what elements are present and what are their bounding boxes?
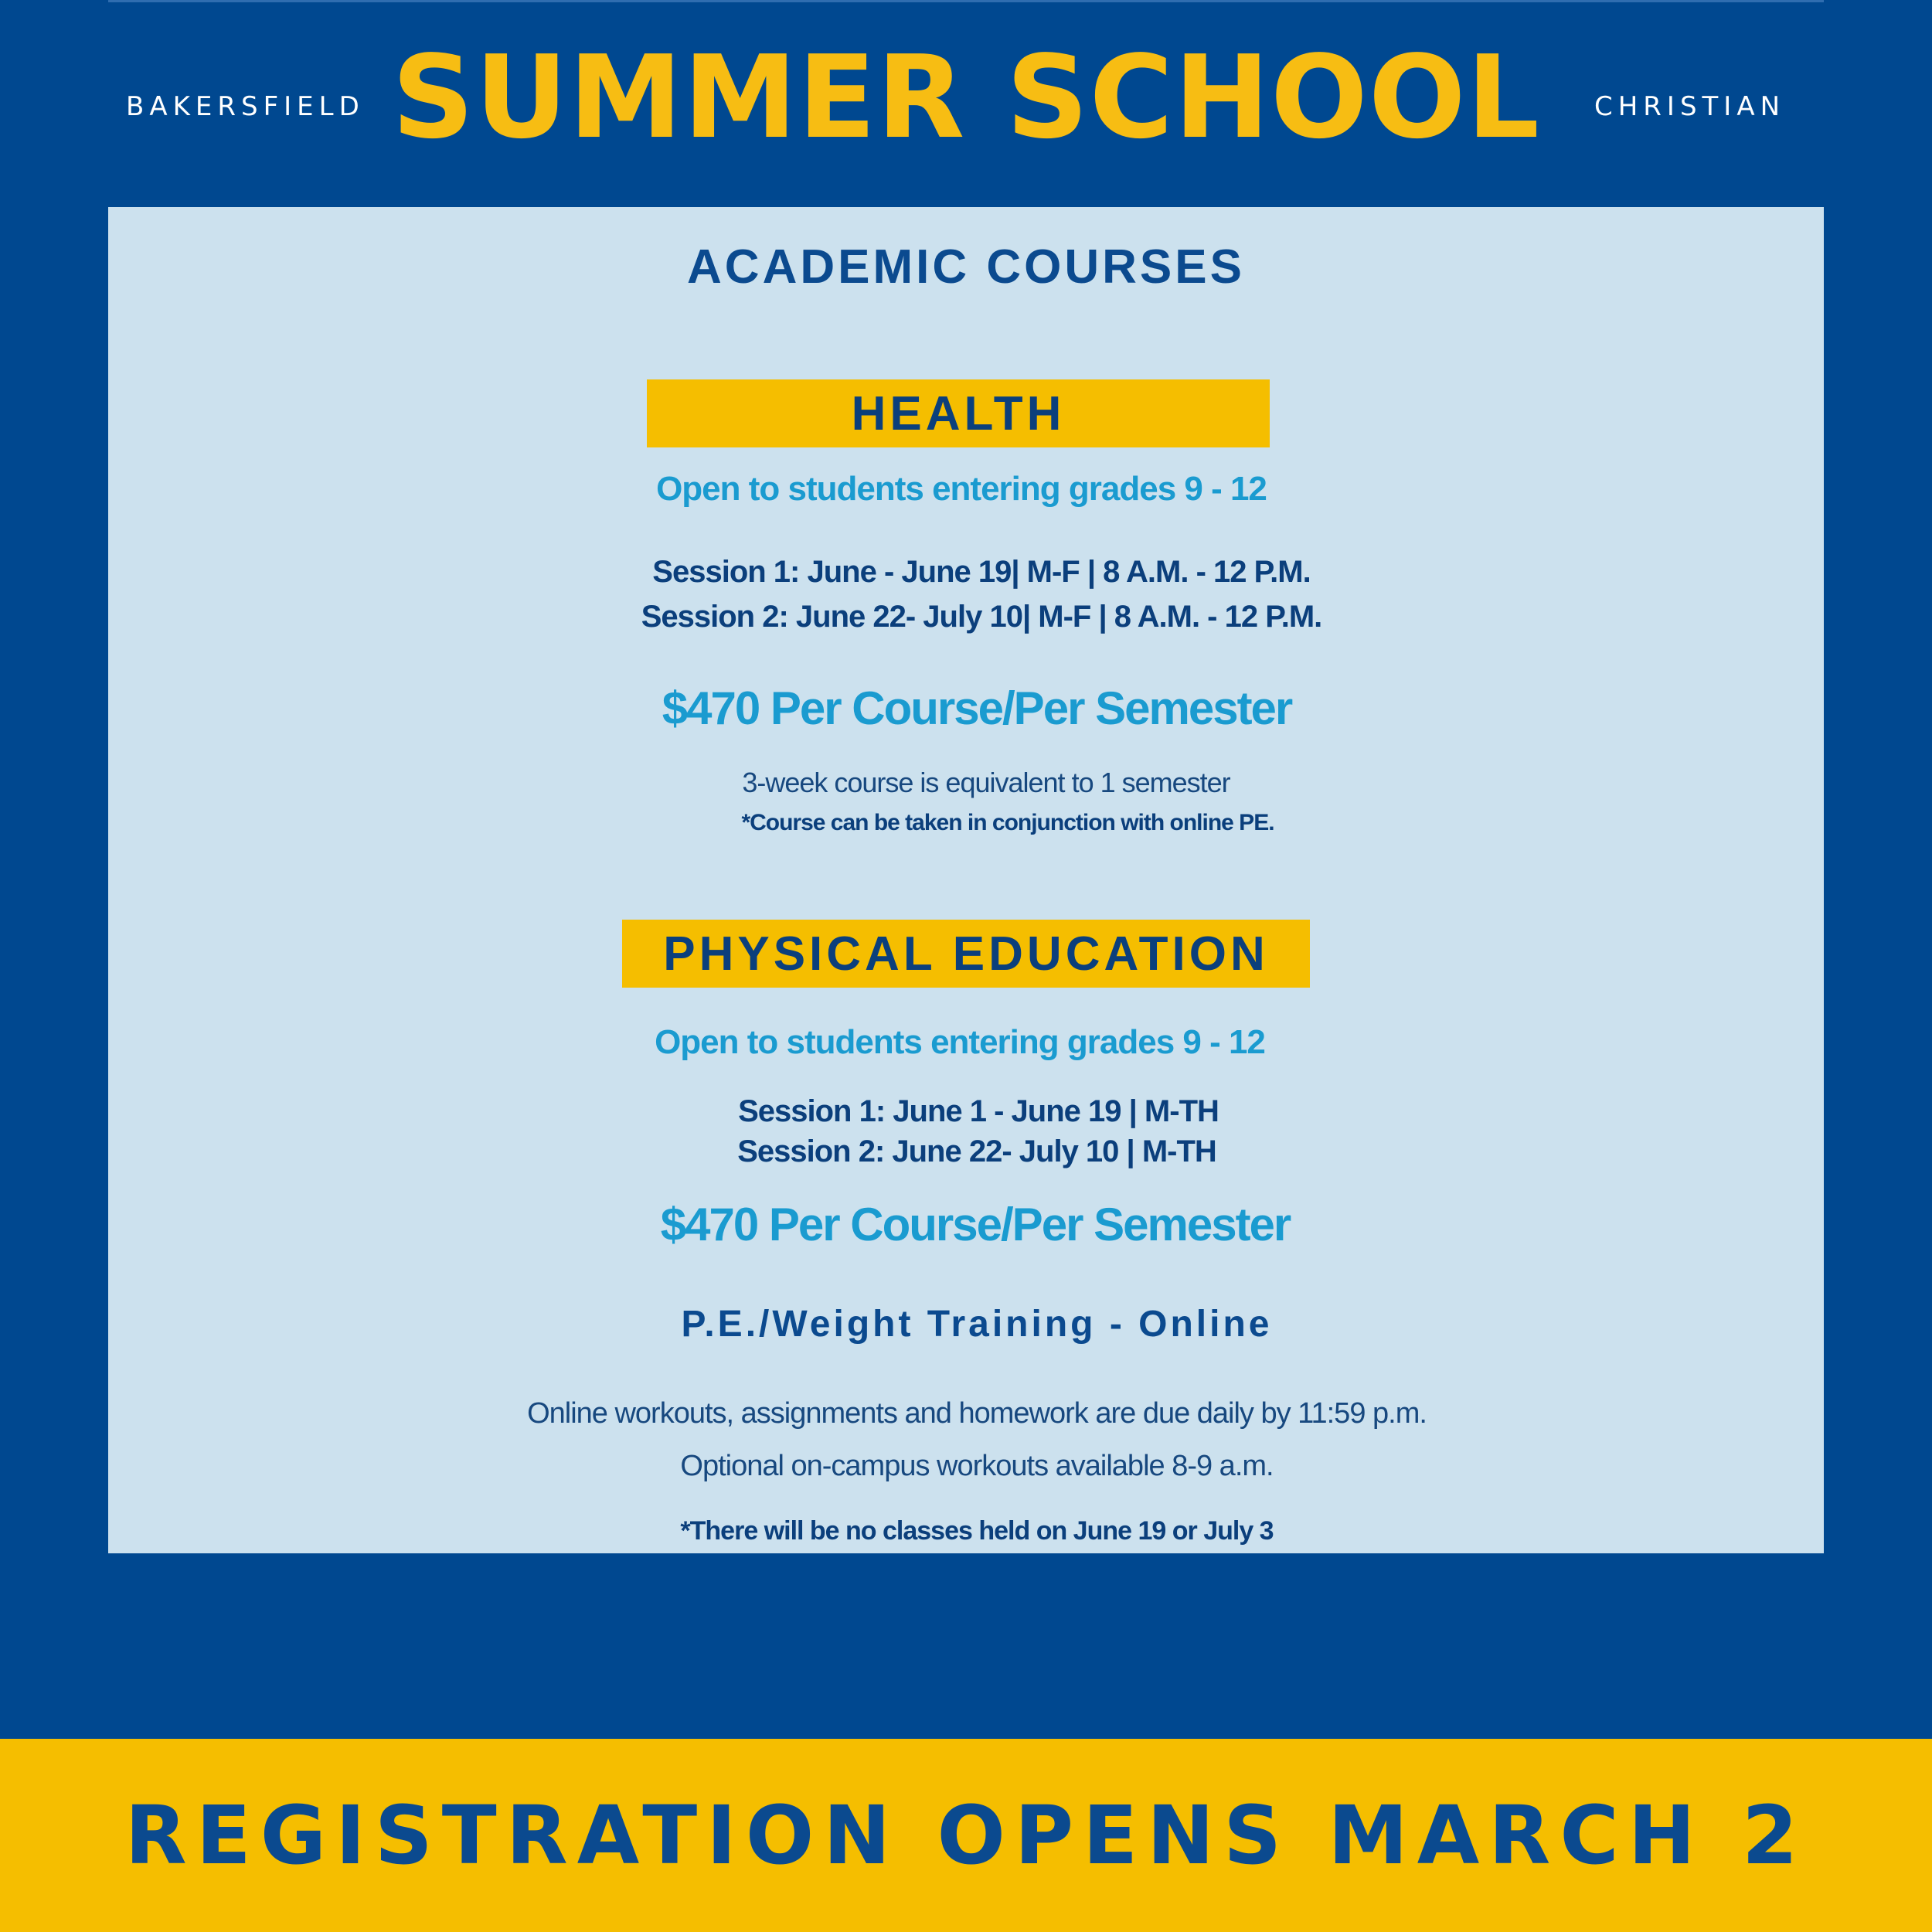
pe-online-heading: P.E./Weight Training - Online (681, 1304, 1273, 1345)
brand-right-word: CHRISTIAN (1594, 91, 1786, 122)
brand-left-word: BAKERSFIELD (126, 91, 365, 122)
pe-online-line-2: Optional on-campus workouts available 8-9 a.m. (680, 1450, 1274, 1482)
registration-footer (0, 1739, 1932, 1932)
content-panel (108, 207, 1824, 1553)
academic-courses-heading: ACADEMIC COURSES (687, 240, 1245, 294)
pe-online-line-1: Online workouts, assignments and homework are due daily by 11:59 p.m. (527, 1397, 1427, 1430)
pe-eligibility: Open to students entering grades 9 - 12 (655, 1023, 1265, 1061)
health-session-1: Session 1: June - June 19| M-F | 8 A.M. - 12 P.M. (652, 555, 1311, 589)
health-eligibility: Open to students entering grades 9 - 12 (656, 470, 1267, 508)
pe-session-1: Session 1: June 1 - June 19 | M-TH (738, 1094, 1219, 1128)
header (0, 0, 1932, 207)
pe-price: $470 Per Course/Per Semester (660, 1199, 1291, 1250)
physical-education-banner: PHYSICAL EDUCATION (622, 920, 1310, 988)
pe-closure-note: *There will be no classes held on June 19 or July 3 (680, 1516, 1274, 1546)
health-conjunction-note: *Course can be taken in conjunction with online PE. (741, 810, 1274, 835)
health-equivalence-note: 3-week course is equivalent to 1 semester (742, 767, 1230, 798)
health-banner: HEALTH (647, 379, 1270, 447)
health-price: $470 Per Course/Per Semester (662, 682, 1292, 734)
page-title: SUMMER SCHOOL (392, 31, 1540, 164)
registration-text: REGISTRATION OPENS MARCH 2 (124, 1788, 1808, 1883)
pe-session-2: Session 2: June 22- July 10 | M-TH (737, 1134, 1216, 1168)
health-session-2: Session 2: June 22- July 10| M-F | 8 A.M. - 12 P.M. (641, 600, 1322, 634)
